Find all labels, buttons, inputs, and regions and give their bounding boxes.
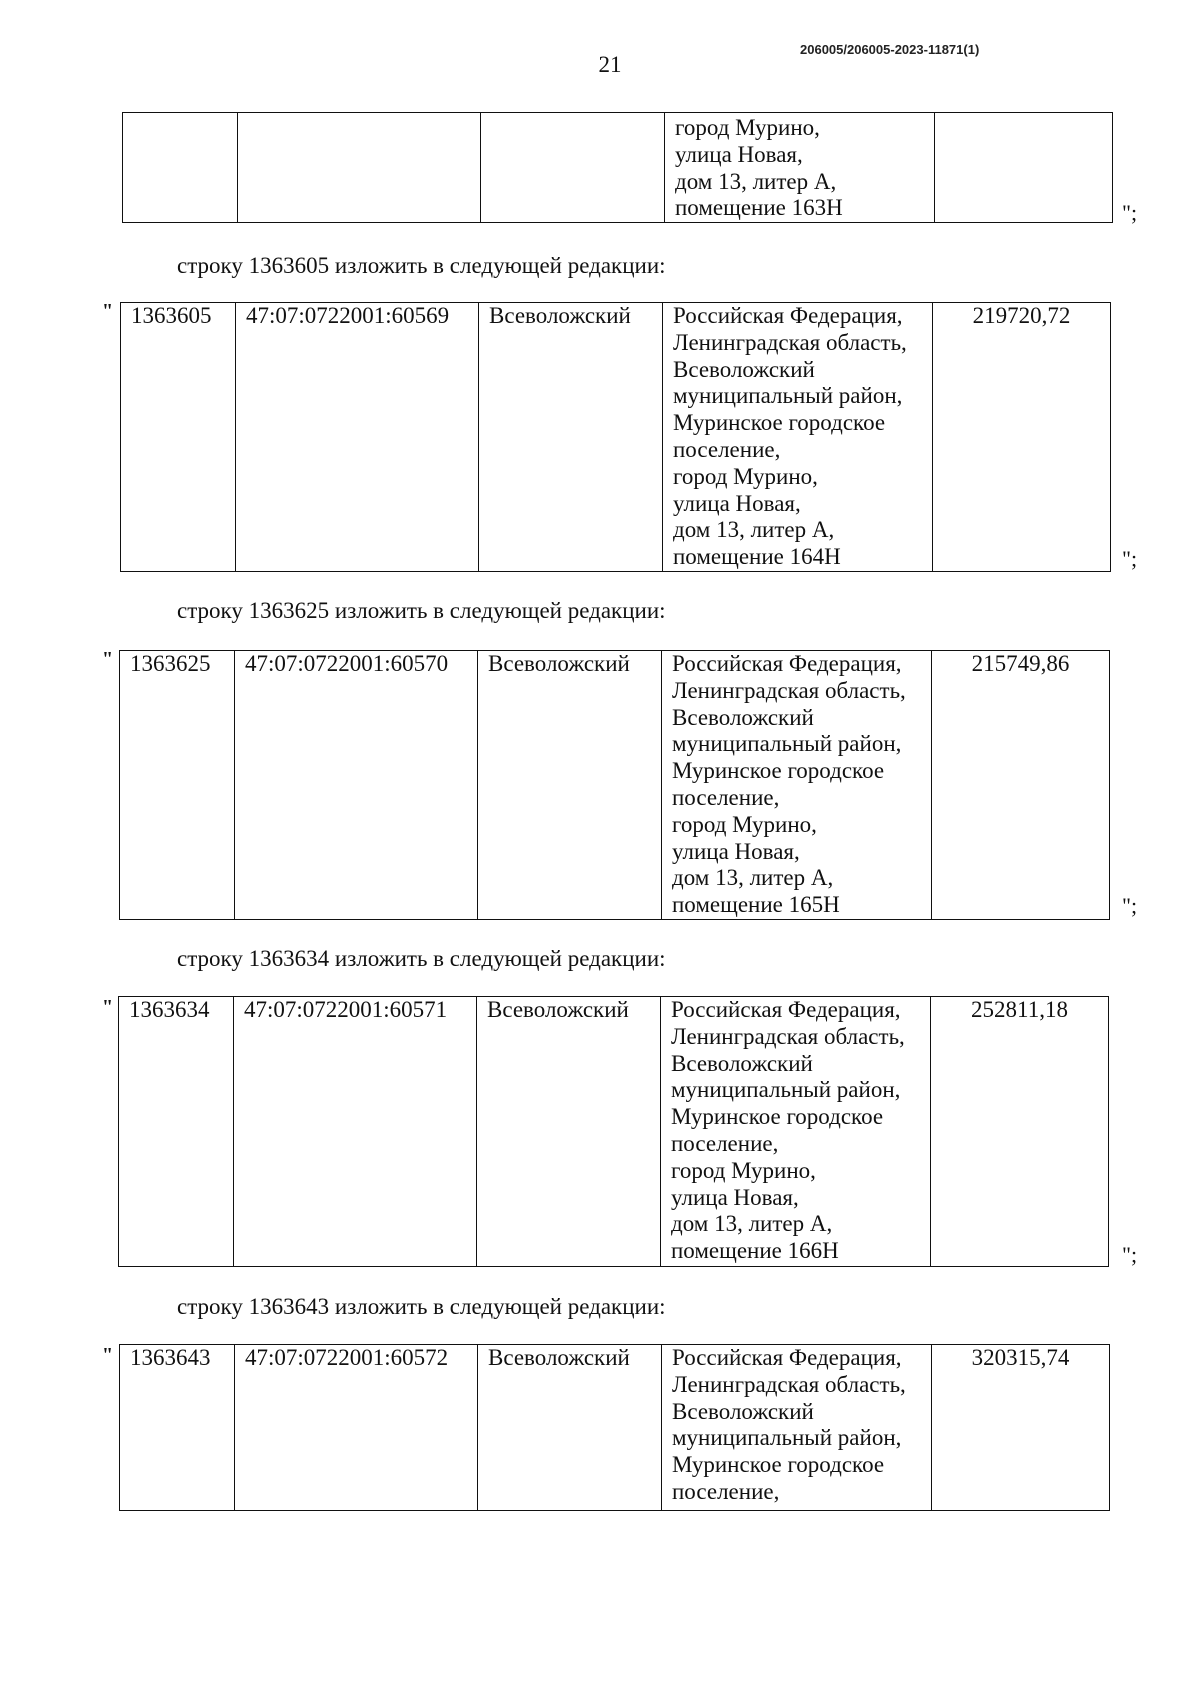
- page-number: 21: [598, 52, 622, 77]
- cell-cadastral: 47:07:0722001:60569: [236, 303, 479, 572]
- address-line: город Мурино,: [672, 811, 817, 837]
- opening-quote: ": [102, 1344, 114, 1366]
- edit-table: [120, 302, 1111, 572]
- address-line: помещение 164Н: [673, 544, 841, 570]
- address-line: Российская Федерация,: [671, 997, 901, 1022]
- table-row: [121, 303, 1111, 572]
- table-row: [119, 997, 1109, 1267]
- opening-quote: ": [102, 996, 114, 1018]
- address-line: Ленинградская область,: [673, 329, 907, 355]
- cell-cadastral: 47:07:0722001:60570: [235, 651, 478, 920]
- cell-value: [935, 113, 1113, 223]
- cell-value: 215749,86: [932, 651, 1110, 920]
- table-row: [120, 1345, 1110, 1511]
- cell-number: 1363605: [121, 303, 236, 572]
- address-line: Ленинградская область,: [672, 677, 906, 703]
- edit-instruction: строку 1363643 изложить в следующей редакции:: [177, 1294, 666, 1319]
- address-line: дом 13, литер А,: [673, 517, 835, 543]
- table-row: [123, 113, 1113, 223]
- address-line: Муринское городское: [672, 758, 885, 784]
- cell-number: [123, 113, 238, 223]
- cell-number: 1363634: [119, 997, 234, 1267]
- address-line: город Мурино,: [673, 463, 818, 489]
- address-line: Ленинградская область,: [671, 1023, 905, 1049]
- address-line: Всеволожский: [671, 1050, 813, 1076]
- address-line: город Мурино,: [675, 115, 820, 140]
- closing-quote: ";: [1122, 1242, 1138, 1267]
- address-line: поселение,: [672, 1478, 780, 1504]
- address-line: поселение,: [672, 784, 780, 810]
- address-line: Российская Федерация,: [672, 651, 902, 676]
- address-line: Всеволожский: [673, 356, 815, 382]
- document-code: 206005/206005-2023-11871(1): [800, 42, 980, 57]
- address-line: Российская Федерация,: [672, 1345, 902, 1370]
- address-line: улица Новая,: [671, 1184, 799, 1210]
- cell-cadastral: 47:07:0722001:60572: [235, 1345, 478, 1511]
- address-line: поселение,: [673, 436, 781, 462]
- cell-address: [665, 113, 935, 223]
- opening-quote: ": [102, 648, 114, 670]
- cell-address: [661, 997, 931, 1267]
- address-line: дом 13, литер А,: [672, 865, 834, 891]
- opening-quote: ": [102, 300, 114, 322]
- closing-quote: ";: [1122, 200, 1138, 225]
- cell-address: [663, 303, 933, 572]
- address-line: дом 13, литер А,: [671, 1211, 833, 1237]
- address-line: муниципальный район,: [671, 1077, 901, 1103]
- edit-table: [119, 650, 1110, 920]
- address-line: Муринское городское: [673, 410, 886, 436]
- cell-cadastral: [238, 113, 481, 223]
- address-line: муниципальный район,: [672, 731, 902, 757]
- cell-district: Всеволожский: [477, 997, 661, 1267]
- continued-table: [122, 112, 1113, 223]
- address-line: Муринское городское: [671, 1104, 884, 1130]
- address-line: дом 13, литер А,: [675, 168, 837, 194]
- cell-district: Всеволожский: [478, 1345, 662, 1511]
- edit-instruction: строку 1363634 изложить в следующей редакции:: [177, 946, 666, 971]
- edit-instruction: строку 1363605 изложить в следующей редакции:: [177, 253, 666, 278]
- cell-value: 320315,74: [932, 1345, 1110, 1511]
- cell-district: [481, 113, 665, 223]
- edit-table: [119, 1344, 1110, 1511]
- address-line: Российская Федерация,: [673, 303, 903, 328]
- cell-address: [662, 651, 932, 920]
- address-line: помещение 163Н: [675, 195, 843, 221]
- address-line: Муринское городское: [672, 1452, 885, 1478]
- table-row: [120, 651, 1110, 920]
- cell-value: 219720,72: [933, 303, 1111, 572]
- address-line: Ленинградская область,: [672, 1371, 906, 1397]
- address-line: город Мурино,: [671, 1157, 816, 1183]
- closing-quote: ";: [1122, 893, 1138, 918]
- cell-number: 1363625: [120, 651, 235, 920]
- address-line: муниципальный район,: [672, 1425, 902, 1451]
- edit-table: [118, 996, 1109, 1267]
- address-line: помещение 166Н: [671, 1238, 839, 1264]
- cell-address: [662, 1345, 932, 1511]
- cell-district: Всеволожский: [478, 651, 662, 920]
- address-line: Всеволожский: [672, 704, 814, 730]
- address-line: поселение,: [671, 1130, 779, 1156]
- cell-number: 1363643: [120, 1345, 235, 1511]
- edit-instruction: строку 1363625 изложить в следующей редакции:: [177, 598, 666, 623]
- cell-value: 252811,18: [931, 997, 1109, 1267]
- cell-district: Всеволожский: [479, 303, 663, 572]
- address-line: улица Новая,: [673, 490, 801, 516]
- address-line: помещение 165Н: [672, 892, 840, 918]
- cell-cadastral: 47:07:0722001:60571: [234, 997, 477, 1267]
- address-line: муниципальный район,: [673, 383, 903, 409]
- address-line: улица Новая,: [672, 838, 800, 864]
- closing-quote: ";: [1122, 546, 1138, 571]
- address-line: улица Новая,: [675, 141, 803, 167]
- address-line: Всеволожский: [672, 1398, 814, 1424]
